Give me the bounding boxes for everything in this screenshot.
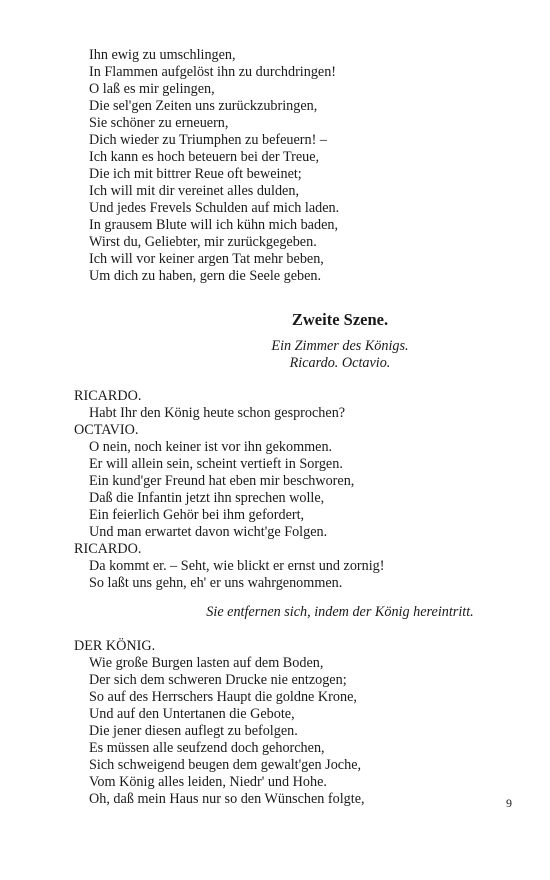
verse-line: Die jener diesen auflegt zu befolgen. bbox=[89, 723, 298, 739]
verse-line: Die ich mit bittrer Reue oft beweinet; bbox=[89, 166, 302, 182]
verse-line: Da kommt er. – Seht, wie blickt er ernst und zornig! bbox=[89, 558, 385, 574]
stage-direction-block bbox=[0, 604, 550, 621]
verse-line: Und auf den Untertanen die Gebote, bbox=[89, 706, 295, 722]
scene-setting-block bbox=[0, 338, 550, 372]
verse-line: Sie schöner zu erneuern, bbox=[89, 115, 229, 131]
verse-line: Ich will mit dir vereinet alles dulden, bbox=[89, 183, 299, 199]
koenig-block bbox=[0, 638, 550, 808]
scene-title: Zweite Szene. bbox=[291, 310, 389, 329]
verse-line: Vom König alles leiden, Niedr' und Hohe. bbox=[89, 774, 327, 790]
verse-line: O nein, noch keiner ist vor ihn gekommen. bbox=[89, 439, 333, 455]
verse-line: Die sel'gen Zeiten uns zurückzubringen, bbox=[89, 98, 318, 114]
speaker-ricardo: RICARDO. bbox=[74, 388, 142, 404]
verse-line: Es müssen alle seufzend doch gehorchen, bbox=[89, 740, 325, 756]
verse-line: Habt Ihr den König heute schon gesprochen? bbox=[89, 405, 346, 421]
verse-line: Um dich zu haben, gern die Seele geben. bbox=[89, 268, 322, 284]
verse-line: Daß die Infantin jetzt ihn sprechen wolle, bbox=[89, 490, 325, 506]
speaker-ricardo: RICARDO. bbox=[74, 541, 142, 557]
verse-line: Der sich dem schweren Drucke nie entzogen; bbox=[89, 672, 347, 688]
verse-line: O laß es mir gelingen, bbox=[89, 81, 215, 97]
scene-persons: Ricardo. Octavio. bbox=[289, 355, 391, 371]
verse-line: Und jedes Frevels Schulden auf mich laden. bbox=[89, 200, 340, 216]
verse-line: Wirst du, Geliebter, mir zurückgegeben. bbox=[89, 234, 317, 250]
verse-line: In Flammen aufgelöst ihn zu durchdringen! bbox=[89, 64, 337, 80]
verse-line: Wie große Burgen lasten auf dem Boden, bbox=[89, 655, 324, 671]
scene-setting: Ein Zimmer des Königs. bbox=[271, 338, 409, 354]
speaker-koenig: DER KÖNIG. bbox=[74, 638, 156, 654]
scene-heading bbox=[0, 310, 550, 330]
verse-line: Er will allein sein, scheint vertieft in Sorgen. bbox=[89, 456, 343, 472]
stage-direction: Sie entfernen sich, indem der König hereintritt. bbox=[206, 604, 474, 620]
verse-line: Und man erwartet davon wicht'ge Folgen. bbox=[89, 524, 328, 540]
verse-line: Ihn ewig zu umschlingen, bbox=[89, 47, 236, 63]
verse-line: So laßt uns gehn, eh' er uns wahrgenommen. bbox=[89, 575, 343, 591]
page-number: 9 bbox=[506, 796, 512, 810]
verse-line: Sich schweigend beugen dem gewalt'gen Joche, bbox=[89, 757, 362, 773]
verse-line: Ein feierlich Gehör bei ihm gefordert, bbox=[89, 507, 305, 523]
verse-line: Ich kann es hoch beteuern bei der Treue, bbox=[89, 149, 320, 165]
verse-line: Ich will vor keiner argen Tat mehr beben, bbox=[89, 251, 324, 267]
dialogue-block bbox=[0, 388, 550, 592]
speaker-octavio: OCTAVIO. bbox=[74, 422, 139, 438]
verse-line: In grausem Blute will ich kühn mich baden, bbox=[89, 217, 339, 233]
verse-line: Dich wieder zu Triumphen zu befeuern! – bbox=[89, 132, 327, 148]
verse-line: Ein kund'ger Freund hat eben mir beschworen, bbox=[89, 473, 355, 489]
verse-line: Oh, daß mein Haus nur so den Wünschen folgte, bbox=[89, 791, 365, 807]
verse-line: So auf des Herrschers Haupt die goldne Krone, bbox=[89, 689, 357, 705]
verse-block-top bbox=[0, 47, 550, 285]
